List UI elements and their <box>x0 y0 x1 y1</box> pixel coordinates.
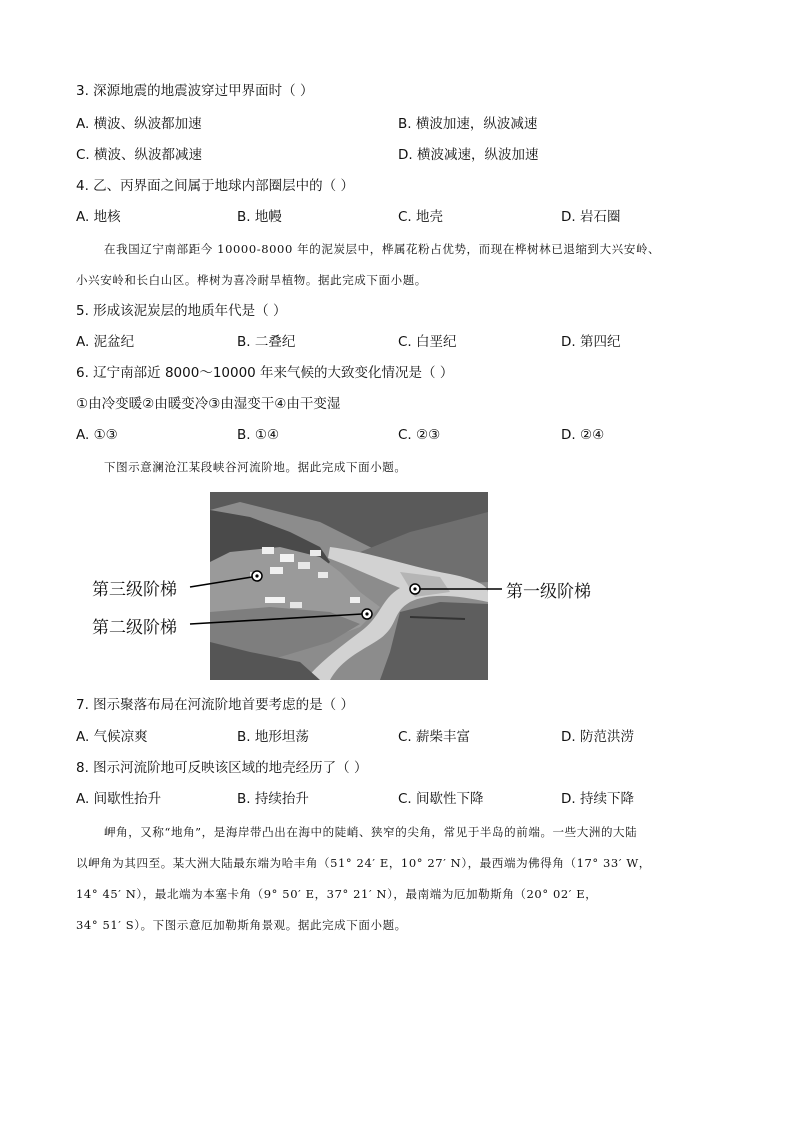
q8-option-d: D. 持续下降 <box>561 791 634 807</box>
q7-option-d: D. 防范洪涝 <box>561 729 634 745</box>
q5-stem: 5. 形成该泥炭层的地质年代是（ ） <box>76 303 287 319</box>
q6-option-b: B. ①④ <box>237 427 280 443</box>
q6-choices: ①由冷变暖②由暖变冷③由湿变干④由干变湿 <box>76 396 341 412</box>
q6-option-a: A. ①③ <box>76 427 118 443</box>
q6-stem: 6. 辽宁南部近 8000～10000 年来气候的大致变化情况是（ ） <box>76 365 454 381</box>
q8-option-b: B. 持续抬升 <box>237 791 309 807</box>
q7-stem: 7. 图示聚落布局在河流阶地首要考虑的是（ ） <box>76 697 354 713</box>
q8-stem: 8. 图示河流阶地可反映该区域的地壳经历了（ ） <box>76 760 368 776</box>
intro3-line3: 14° 45′ N），最北端为本塞卡角（9° 50′ E，37° 21′ N），最南端为厄加勒斯角（20° 02′ E， <box>76 887 598 901</box>
q5-option-b: B. 二叠纪 <box>237 334 296 350</box>
q5-option-c: C. 白垩纪 <box>398 334 457 350</box>
intro3-line2: 以岬角为其四至。某大洲大陆最东端为哈丰角（51° 24′ E，10° 27′ N），最西端为佛得角（17° 33′ W， <box>76 856 651 870</box>
intro3-line1: 岬角，又称“地角”，是海岸带凸出在海中的陡峭、狭窄的尖角，常见于半岛的前端。一些大洲的大陆 <box>104 825 638 839</box>
label-third-terrace: 第三级阶梯 <box>92 580 177 600</box>
q4-stem: 4. 乙、丙界面之间属于地球内部圈层中的（ ） <box>76 178 354 194</box>
q3-option-b: B. 横波加速，纵波减速 <box>398 116 538 132</box>
q3-option-c: C. 横波、纵波都减速 <box>76 147 203 163</box>
label-second-terrace: 第二级阶梯 <box>92 618 177 638</box>
q5-option-d: D. 第四纪 <box>561 334 621 350</box>
intro2: 下图示意澜沧江某段峡谷河流阶地。据此完成下面小题。 <box>104 460 407 474</box>
q8-option-a: A. 间歇性抬升 <box>76 791 162 807</box>
q3-stem: 3. 深源地震的地震波穿过甲界面时（ ） <box>76 83 314 99</box>
label-first-terrace: 第一级阶梯 <box>506 582 591 602</box>
q4-option-a: A. 地核 <box>76 209 121 225</box>
q8-option-c: C. 间歇性下降 <box>398 791 484 807</box>
q7-option-b: B. 地形坦荡 <box>237 729 309 745</box>
intro1-line1: 在我国辽宁南部距今 10000-8000 年的泥炭层中，桦属花粉占优势，而现在桦树林已退缩到大兴安岭、 <box>104 242 661 256</box>
intro1-line2: 小兴安岭和长白山区。桦树为喜冷耐旱植物。据此完成下面小题。 <box>76 273 427 287</box>
q6-option-d: D. ②④ <box>561 427 605 443</box>
q4-option-b: B. 地幔 <box>237 209 282 225</box>
q4-option-c: C. 地壳 <box>398 209 444 225</box>
q4-option-d: D. 岩石圈 <box>561 209 621 225</box>
q7-option-c: C. 薪柴丰富 <box>398 729 471 745</box>
q6-option-c: C. ②③ <box>398 427 441 443</box>
q7-option-a: A. 气候凉爽 <box>76 729 148 745</box>
q3-option-a: A. 横波、纵波都加速 <box>76 116 202 132</box>
intro3-line4: 34° 51′ S）。下图示意厄加勒斯角景观。据此完成下面小题。 <box>76 918 407 932</box>
q5-option-a: A. 泥盆纪 <box>76 334 135 350</box>
q3-option-d: D. 横波减速，纵波加速 <box>398 147 539 163</box>
